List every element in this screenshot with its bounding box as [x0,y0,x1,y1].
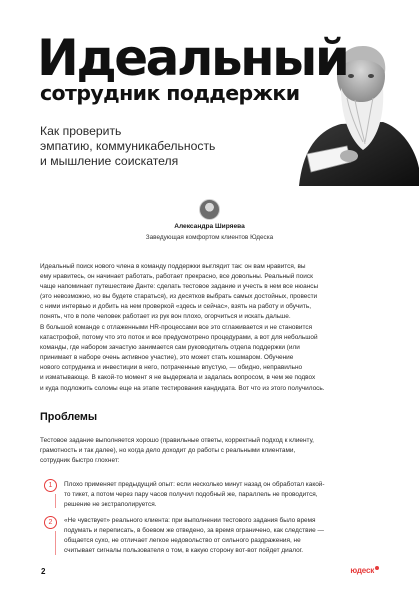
paragraph-line: (это невозможно, но вы будете стараться), из десятков выбрать самых достойных, провести [40,293,318,301]
paragraph-line: катастрофой, потому что это поток и все предусмотрено процедурами, а вот для небольшой [40,334,318,342]
author-role: Заведующая комфортом клиентов Юдеска [145,234,274,241]
paragraph-line: нового сотрудника и инвестиции в него, потраченные впустую, — обидно, неправильно [40,364,303,372]
author-name: Александра Ширяева [174,223,245,230]
paragraph-line: принимает в наборе очень активное участие), это может стать кошмаром. Обучение [40,354,294,362]
problem-number-badge: 1 [44,479,57,492]
paragraph-line: и изматывающе. В какой-то момент я не выдержала и задалась вопросом, в чем же подвох [40,374,316,382]
problem-connector-line [55,494,58,508]
problem-item [40,478,380,508]
paragraph-line: чаще напоминает путешествие Данте: сделать тестовое задание и учесть в нем все нюансы [40,283,319,291]
section-heading-problems: Проблемы [40,411,98,423]
paragraph-line: ему нравитесь, он начинает работать, работает прекрасно, все довольны. Реальный поиск [40,273,313,281]
paragraph-line: сотрудник быстро глохнет: [40,457,120,465]
problem-text [64,516,324,556]
paragraph-intro [40,262,384,323]
problem-item [40,515,380,555]
lead-line: эмпатию, коммуникабельность [40,139,216,153]
brand-logo-text: юдеск [350,566,374,575]
paragraph-line: Идеальный поиск нового члена в команду поддержки выглядит так: он вам нравится, вы [40,263,306,270]
brand-logo [350,566,379,575]
paragraph-problems-intro [40,436,384,466]
paragraph-team [40,323,384,394]
page-number: 2 [41,567,46,576]
paragraph-line: команды, где набором зачастую занимается сам руководитель отдела поддержки (или [40,344,300,352]
problem-text [64,480,325,510]
problem-connector-line [55,531,58,555]
problem-line: общается сухо, не отличает легкое недовольство от сильного раздражения, не [64,537,301,545]
lead-line: и мышление соискателя [40,154,179,168]
paragraph-line: В большой команде с отлаженными HR-процессами все это сглаживается и не становится [40,324,313,331]
document-title: Идеальный [37,29,348,87]
document-subtitle: сотрудник поддержки [40,81,300,105]
problem-line: то тикет, а потом через пару часов получил подобный же, параллель не проводится, [64,491,318,499]
problem-line: подумать и переписать, в боевом же отведено, за время ограничено, как следствие — [64,527,324,535]
problem-line: «Не чувствует» реального клиента: при выполнении тестового задания было время [64,517,316,524]
problem-line: считывает сигналы пользователя о том, в какую сторону вот-вот пойдет диалог. [64,547,304,555]
problem-number-badge: 2 [44,516,57,529]
paragraph-line: и куда подложить соломы еще на этапе тестирования кандидата. Вот что из этого получилось. [40,384,325,392]
problem-line: решение не экстраполируется. [64,501,157,509]
paragraph-line: с ними интервью и добить на нем проверкой «здесь и сейчас», взять на работу и обучить, [40,303,311,311]
paragraph-line: Тестовое задание выполняется хорошо (правильные ответы, корректный подход к клиенту, [40,437,314,444]
author-avatar [199,199,220,220]
brand-logo-dot-icon [375,566,379,570]
problem-line: Плохо применяет предыдущий опыт: если несколько минут назад он обработал какой- [64,481,325,488]
lead-text [40,124,270,169]
paragraph-line: понять, что в поле человек работает из рук вон плохо, огорчиться и искать дальше. [40,313,291,321]
lead-line: Как проверить [40,124,122,138]
paragraph-line: грамотность и так далее), но когда дело доходит до работы с реальными клиентами, [40,447,296,455]
